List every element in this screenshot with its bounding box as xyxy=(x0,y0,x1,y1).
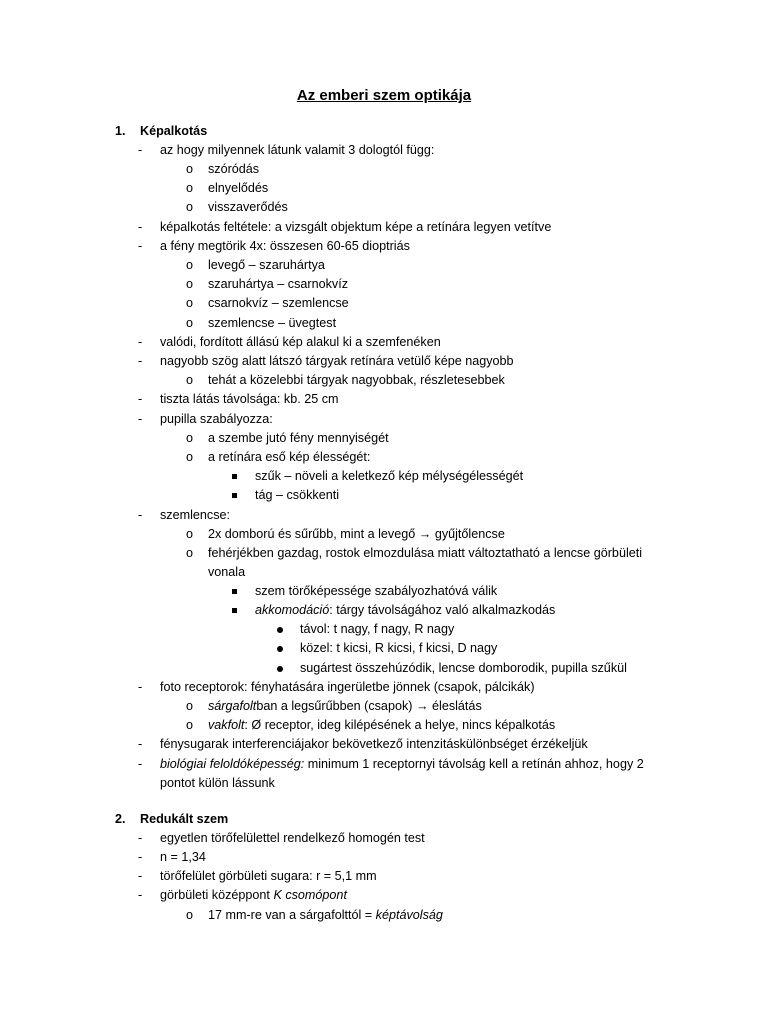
section-heading: Redukált szem xyxy=(140,812,229,826)
list-item: fehérjékben gazdag, rostok elmozdulása miatt változtatható a lencse görbületi xyxy=(208,546,643,560)
list-item: tág – csökkenti xyxy=(255,488,340,502)
list-item: foto receptorok: fényhatására ingerületbe jönnek (csapok, pálcikák) xyxy=(160,680,535,694)
dash-bullet: - xyxy=(138,869,143,883)
list-item: elnyelődés xyxy=(208,181,269,195)
list-item: a fény megtörik 4x: összesen 60-65 dioptriás xyxy=(160,239,410,253)
section-number: 1. xyxy=(115,124,126,138)
dash-bullet: - xyxy=(138,831,143,845)
arrow-icon: → xyxy=(415,699,429,713)
circle-bullet: o xyxy=(186,200,194,214)
list-item: n = 1,34 xyxy=(160,850,206,864)
list-item: a szembe jutó fény mennyiségét xyxy=(208,431,389,445)
list-item: egyetlen törőfelülettel rendelkező homogén test xyxy=(160,831,425,845)
circle-bullet: o xyxy=(186,450,194,464)
dash-bullet: - xyxy=(138,680,143,694)
square-bullet-icon xyxy=(232,589,237,594)
circle-bullet: o xyxy=(186,527,194,541)
dash-bullet: - xyxy=(138,354,143,368)
arrow-icon: → xyxy=(418,527,432,541)
list-item: szaruhártya – csarnokvíz xyxy=(208,277,348,291)
list-item: tiszta látás távolsága: kb. 25 cm xyxy=(160,392,339,406)
dot-bullet-icon xyxy=(277,666,283,672)
list-item: törőfelület görbületi sugara: r = 5,1 mm xyxy=(160,869,377,883)
dash-bullet: - xyxy=(138,757,143,771)
list-item: valódi, fordított állású kép alakul ki a szemfenéken xyxy=(160,335,441,349)
circle-bullet: o xyxy=(186,296,194,310)
dash-bullet: - xyxy=(138,850,143,864)
dash-bullet: - xyxy=(138,239,143,253)
page-title: Az emberi szem optikája xyxy=(296,87,472,104)
list-item: akkomodáció: tárgy távolságához való alkalmazkodás xyxy=(255,603,556,617)
dash-bullet: - xyxy=(138,392,143,406)
dash-bullet: - xyxy=(138,335,143,349)
list-item: szemlencse: xyxy=(160,508,230,522)
square-bullet-icon xyxy=(232,608,237,613)
list-item: vakfolt: Ø receptor, ideg kilépésének a helye, nincs képalkotás xyxy=(208,718,556,732)
list-item-continuation: pontot külön lássunk xyxy=(160,776,275,790)
dash-bullet: - xyxy=(138,737,143,751)
list-item: képalkotás feltétele: a vizsgált objektum képe a retínára legyen vetítve xyxy=(160,220,552,234)
section-heading: Képalkotás xyxy=(140,124,208,138)
circle-bullet: o xyxy=(186,908,194,922)
square-bullet-icon xyxy=(232,474,237,479)
list-item: pupilla szabályozza: xyxy=(160,412,273,426)
dash-bullet: - xyxy=(138,508,143,522)
circle-bullet: o xyxy=(186,431,194,445)
list-item: biológiai feloldóképesség: minimum 1 receptornyi távolság kell a retínán ahhoz, hogy 2 xyxy=(160,757,644,771)
dash-bullet: - xyxy=(138,412,143,426)
section-number: 2. xyxy=(115,812,126,826)
list-item: nagyobb szög alatt látszó tárgyak retínára vetülő képe nagyobb xyxy=(160,354,514,368)
list-item: szűk – növeli a keletkező kép mélységélességét xyxy=(255,469,524,483)
list-item: fénysugarak interferenciájakor bekövetkező intenzitáskülönbséget érzékeljük xyxy=(160,737,588,751)
list-item: visszaverődés xyxy=(208,200,288,214)
circle-bullet: o xyxy=(186,181,194,195)
dot-bullet-icon xyxy=(277,627,283,633)
circle-bullet: o xyxy=(186,277,194,291)
circle-bullet: o xyxy=(186,258,194,272)
list-item: a retínára eső kép élességét: xyxy=(208,450,371,464)
circle-bullet: o xyxy=(186,373,194,387)
list-item: 2x domború és sűrűbb, mint a levegő → gyűjtőlencse xyxy=(208,527,505,541)
list-item: az hogy milyennek látunk valamit 3 dologtól függ: xyxy=(160,143,435,157)
list-item: csarnokvíz – szemlencse xyxy=(208,296,349,310)
list-item: 17 mm-re van a sárgafolttól = képtávolság xyxy=(208,908,443,922)
list-item: közel: t kicsi, R kicsi, f kicsi, D nagy xyxy=(300,641,498,655)
square-bullet-icon xyxy=(232,493,237,498)
list-item-continuation: vonala xyxy=(208,565,246,579)
circle-bullet: o xyxy=(186,718,194,732)
list-item: szem törőképessége szabályozhatóvá válik xyxy=(255,584,498,598)
circle-bullet: o xyxy=(186,162,194,176)
list-item: távol: t nagy, f nagy, R nagy xyxy=(300,622,455,636)
list-item: görbületi középpont K csomópont xyxy=(160,888,347,902)
dash-bullet: - xyxy=(138,220,143,234)
dash-bullet: - xyxy=(138,143,143,157)
list-item: sugártest összehúzódik, lencse domborodik, pupilla szűkül xyxy=(300,661,627,675)
list-item: sárgafoltban a legsűrűbben (csapok) → éleslátás xyxy=(208,699,482,713)
circle-bullet: o xyxy=(186,316,194,330)
circle-bullet: o xyxy=(186,546,194,560)
list-item: szemlencse – üvegtest xyxy=(208,316,337,330)
dash-bullet: - xyxy=(138,888,143,902)
list-item: szóródás xyxy=(208,162,260,176)
list-item: tehát a közelebbi tárgyak nagyobbak, részletesebbek xyxy=(208,373,505,387)
list-item: levegő – szaruhártya xyxy=(208,258,325,272)
circle-bullet: o xyxy=(186,699,194,713)
dot-bullet-icon xyxy=(277,646,283,652)
